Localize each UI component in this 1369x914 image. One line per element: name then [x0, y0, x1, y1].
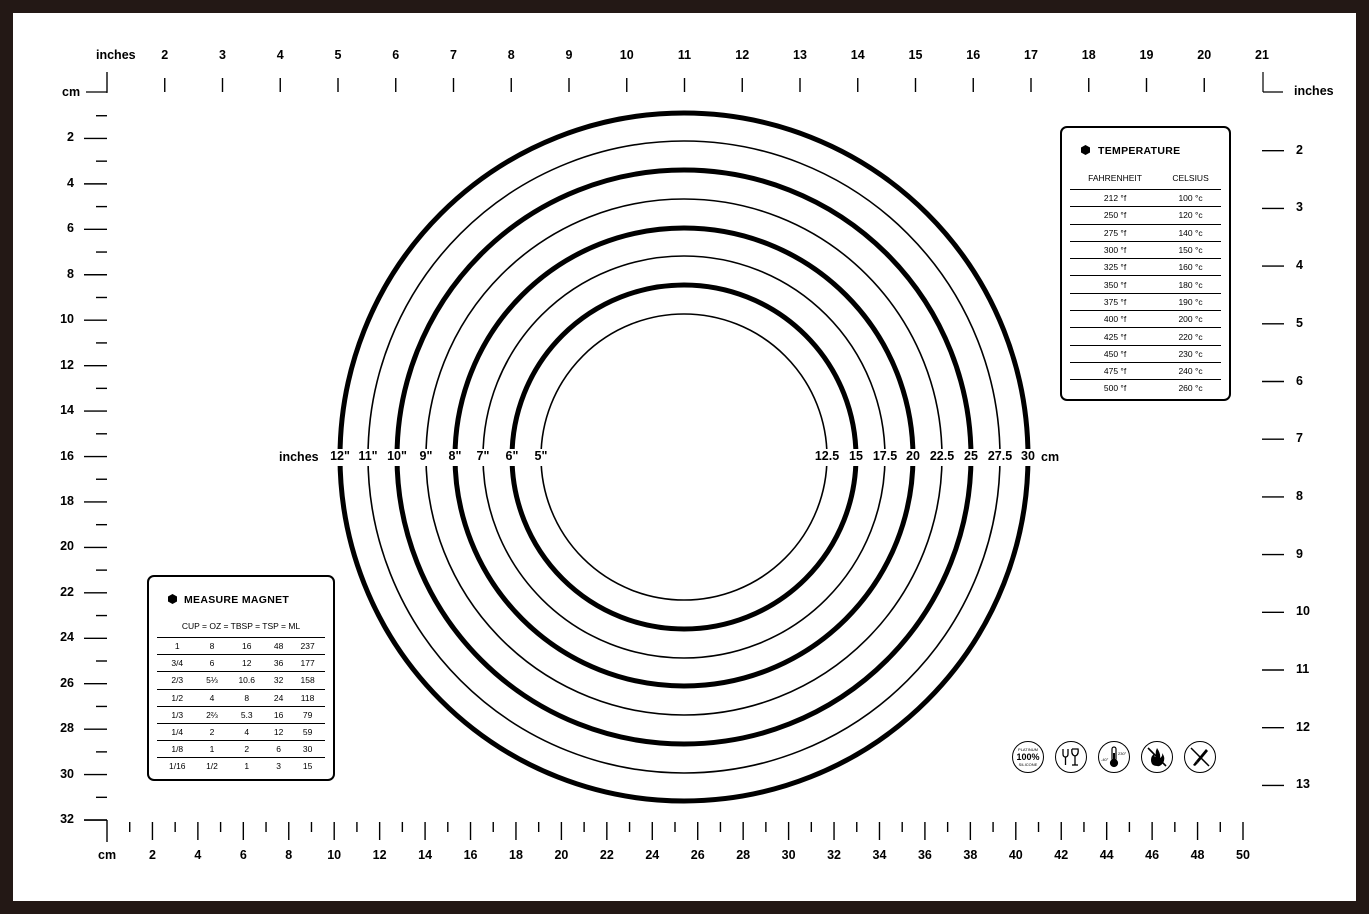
measure-cell: 8	[226, 689, 267, 706]
top-ruler-label: 11	[677, 48, 692, 62]
silicone-badge-top: PLATINUM	[1018, 747, 1038, 752]
temperature-cell: 160 °c	[1160, 259, 1221, 276]
temp-low-label: -40°	[1101, 757, 1109, 762]
circle-inch-label: 9"	[419, 449, 433, 463]
bottom-ruler-label: 34	[872, 848, 887, 862]
right-ruler-label: 4	[1296, 258, 1303, 273]
bottom-ruler-label: 38	[963, 848, 978, 862]
bottom-ruler-label: 30	[781, 848, 796, 862]
right-ruler-label: 11	[1296, 662, 1310, 676]
left-ruler-label: 6	[67, 221, 74, 236]
left-ruler-unit: cm	[62, 85, 81, 99]
temperature-row	[1070, 362, 1221, 379]
measure-cell: 4	[198, 689, 227, 706]
top-ruler-label: 18	[1081, 48, 1096, 62]
top-ruler-label: 17	[1024, 48, 1038, 62]
measure-header: CUP = OZ = TBSP = TSP = ML	[181, 621, 301, 631]
bottom-ruler-label: 26	[690, 848, 705, 862]
circle-cm-label: 27.5	[987, 449, 1013, 463]
circle-inch-label: 7"	[476, 449, 490, 463]
measure-cell: 118	[290, 689, 325, 706]
temperature-cell: 220 °c	[1160, 328, 1221, 345]
silicone-badge-bottom: SILICONE	[1018, 762, 1038, 767]
measure-cell: 1/3	[157, 706, 198, 723]
measure-row	[157, 706, 325, 723]
top-ruler-label: 9	[565, 48, 573, 62]
no-knife-icon	[1184, 741, 1216, 773]
measure-cell: 12	[226, 655, 267, 672]
right-ruler-label: 3	[1296, 200, 1303, 215]
temperature-cell: 150 °c	[1160, 241, 1221, 258]
measure-cell: 6	[267, 741, 290, 758]
temperature-cell: 140 °c	[1160, 224, 1221, 241]
measure-title: MEASURE MAGNET	[184, 594, 290, 606]
circle-cm-label: 20	[906, 449, 920, 463]
template-circle	[512, 285, 856, 629]
temperature-card	[1060, 126, 1231, 401]
silicone-badge-icon	[1012, 741, 1044, 773]
top-ruler-label: 10	[619, 48, 634, 62]
right-ruler-label: 9	[1296, 546, 1303, 561]
circle-cm-label: 22.5	[929, 449, 955, 463]
top-ruler-label: 16	[966, 48, 981, 62]
food-safe-icon	[1055, 741, 1087, 773]
circle-inch-label: 8"	[448, 449, 462, 463]
measure-cell: 16	[267, 706, 290, 723]
top-ruler-label: 12	[735, 48, 750, 62]
measure-cell: 24	[267, 689, 290, 706]
circle-cm-label: 17.5	[872, 449, 898, 463]
temperature-cell: 325 °f	[1070, 259, 1160, 276]
circle-inch-label: 10"	[387, 449, 407, 463]
top-ruler-label: 8	[507, 48, 515, 62]
measure-cell: 1	[226, 758, 267, 775]
measure-card	[147, 575, 335, 781]
measure-cell: 6	[198, 655, 227, 672]
circle-inch-label: 11"	[358, 449, 378, 463]
left-ruler-label: 12	[60, 357, 74, 372]
left-ruler-label: 32	[60, 812, 74, 827]
right-ruler-label: 2	[1296, 142, 1303, 157]
left-ruler-label: 26	[60, 675, 74, 690]
circle-cm-label: 12.5	[814, 449, 840, 463]
circle-inch-label: 12"	[330, 449, 350, 463]
measure-cell: 3/4	[157, 655, 198, 672]
measure-cell: 2	[226, 741, 267, 758]
bottom-ruler-label: 18	[509, 848, 523, 862]
right-ruler-label: 12	[1296, 719, 1310, 734]
right-ruler-unit: inches	[1294, 84, 1334, 98]
circle-cm-label: 30	[1021, 449, 1035, 463]
circle-inch-unit: inches	[279, 450, 319, 464]
left-ruler-label: 22	[60, 584, 74, 599]
hexagon-icon	[168, 594, 177, 604]
top-ruler-label: 6	[392, 48, 400, 62]
temperature-row	[1070, 241, 1221, 258]
hexagon-icon	[1081, 145, 1090, 155]
temperature-cell: 425 °f	[1070, 328, 1160, 345]
top-ruler-label: 5	[334, 48, 342, 62]
top-ruler-label: 3	[219, 48, 226, 62]
bottom-ruler-label: 12	[372, 848, 387, 862]
measure-cell: 36	[267, 655, 290, 672]
measure-cell: 2/3	[157, 672, 198, 689]
bottom-ruler-label: 22	[599, 848, 614, 862]
bottom-ruler-label: 48	[1190, 848, 1205, 862]
temp-high-label: 230°	[1118, 751, 1127, 756]
temperature-cell: 120 °c	[1160, 207, 1221, 224]
bottom-ruler-label: 20	[554, 848, 569, 862]
top-ruler-label: 19	[1139, 48, 1154, 62]
temperature-cell: 190 °c	[1160, 293, 1221, 310]
bottom-ruler-label: 16	[463, 848, 478, 862]
left-ruler-label: 14	[60, 403, 74, 418]
left-ruler-label: 24	[60, 630, 74, 645]
temperature-title: TEMPERATURE	[1098, 145, 1181, 157]
circle-inch-label: 6"	[505, 449, 519, 463]
top-ruler-label: 2	[161, 48, 169, 62]
bottom-ruler-label: 2	[148, 848, 156, 862]
top-ruler-label: 13	[793, 48, 807, 62]
temperature-cell: 212 °f	[1070, 190, 1160, 207]
temperature-row	[1070, 328, 1221, 345]
measure-cell: 2⅔	[198, 706, 227, 723]
celsius-header: CELSIUS	[1172, 173, 1209, 183]
right-ruler-label: 6	[1296, 373, 1303, 388]
top-ruler-label: 21	[1255, 48, 1269, 62]
bottom-ruler-unit: cm	[98, 848, 117, 862]
temperature-cell: 450 °f	[1070, 345, 1160, 362]
left-ruler-label: 10	[60, 312, 74, 327]
measure-cell: 8	[198, 638, 227, 655]
bottom-ruler-label: 8	[285, 848, 293, 862]
temperature-cell: 375 °f	[1070, 293, 1160, 310]
measure-table	[157, 615, 325, 775]
measure-row	[157, 689, 325, 706]
temperature-row	[1070, 380, 1221, 397]
top-ruler-label: 14	[850, 48, 865, 62]
measure-cell: 2	[198, 723, 227, 740]
bottom-ruler-label: 40	[1008, 848, 1023, 862]
measure-cell: 1/4	[157, 723, 198, 740]
right-ruler-label: 13	[1296, 777, 1310, 792]
temperature-cell: 250 °f	[1070, 207, 1160, 224]
measure-cell: 5.3	[226, 706, 267, 723]
measure-cell: 1/8	[157, 741, 198, 758]
measure-cell: 30	[290, 741, 325, 758]
top-ruler-label: 7	[450, 48, 457, 62]
circle-cm-unit: cm	[1041, 450, 1060, 464]
temperature-cell: 300 °f	[1070, 241, 1160, 258]
left-ruler-label: 2	[67, 130, 74, 145]
template-circle	[541, 314, 827, 600]
bottom-ruler-label: 4	[194, 848, 202, 862]
bottom-ruler-label: 36	[917, 848, 932, 862]
measure-cell: 5⅓	[198, 672, 227, 689]
measure-row	[157, 723, 325, 740]
temperature-cell: 350 °f	[1070, 276, 1160, 293]
measure-cell: 12	[267, 723, 290, 740]
measure-cell: 1/2	[198, 758, 227, 775]
measure-cell: 1	[198, 741, 227, 758]
left-ruler-label: 20	[60, 539, 74, 554]
measure-cell: 15	[290, 758, 325, 775]
temperature-row	[1070, 259, 1221, 276]
temperature-row	[1070, 311, 1221, 328]
bottom-ruler-label: 42	[1054, 848, 1069, 862]
bottom-ruler-label: 14	[418, 848, 433, 862]
measure-row	[157, 758, 325, 775]
measure-row	[157, 741, 325, 758]
bottom-ruler-label: 44	[1099, 848, 1114, 862]
bottom-ruler-label: 6	[239, 848, 247, 862]
left-ruler-label: 18	[60, 493, 74, 508]
silicone-badge-main: 100%	[1016, 752, 1040, 762]
measure-cell: 4	[226, 723, 267, 740]
right-ruler-label: 7	[1296, 431, 1303, 446]
top-ruler-label: 15	[908, 48, 923, 62]
top-ruler-unit: inches	[96, 48, 136, 62]
temperature-row	[1070, 190, 1221, 207]
left-ruler-label: 8	[67, 266, 74, 281]
temperature-cell: 260 °c	[1160, 380, 1221, 397]
measure-cell: 32	[267, 672, 290, 689]
top-ruler-label: 4	[276, 48, 284, 62]
measure-cell: 16	[226, 638, 267, 655]
temperature-cell: 500 °f	[1070, 380, 1160, 397]
measure-cell: 48	[267, 638, 290, 655]
measure-cell: 1	[157, 638, 198, 655]
right-ruler-label: 5	[1296, 315, 1303, 330]
bottom-ruler-label: 10	[327, 848, 342, 862]
temperature-table	[1070, 167, 1221, 397]
circle-cm-label: 15	[849, 449, 863, 463]
bottom-ruler-label: 24	[645, 848, 660, 862]
temperature-cell: 180 °c	[1160, 276, 1221, 293]
measure-cell: 3	[267, 758, 290, 775]
measure-cell: 79	[290, 706, 325, 723]
right-ruler-label: 8	[1296, 488, 1303, 503]
bottom-ruler-label: 28	[736, 848, 751, 862]
bottom-ruler-label: 50	[1236, 848, 1250, 862]
measure-cell: 1/16	[157, 758, 198, 775]
temperature-cell: 400 °f	[1070, 311, 1160, 328]
fahrenheit-header: FAHRENHEIT	[1088, 173, 1142, 183]
bottom-ruler-label: 46	[1145, 848, 1160, 862]
bottom-ruler-label: 32	[827, 848, 841, 862]
temperature-row	[1070, 224, 1221, 241]
temperature-row	[1070, 276, 1221, 293]
left-ruler-label: 28	[60, 721, 74, 736]
temperature-cell: 200 °c	[1160, 311, 1221, 328]
measure-cell: 1/2	[157, 689, 198, 706]
left-ruler-label: 30	[60, 766, 74, 781]
temperature-row	[1070, 345, 1221, 362]
temperature-cell: 240 °c	[1160, 362, 1221, 379]
measure-cell: 59	[290, 723, 325, 740]
temperature-cell: 275 °f	[1070, 224, 1160, 241]
measure-row	[157, 655, 325, 672]
temperature-cell: 100 °c	[1160, 190, 1221, 207]
thermometer-icon	[1098, 741, 1130, 773]
measure-cell: 10.6	[226, 672, 267, 689]
left-ruler-label: 4	[67, 175, 74, 190]
measure-row	[157, 672, 325, 689]
right-ruler-label: 10	[1296, 604, 1310, 619]
top-ruler-label: 20	[1197, 48, 1212, 62]
measure-cell: 158	[290, 672, 325, 689]
circle-cm-label: 25	[964, 449, 978, 463]
circle-inch-label: 5"	[534, 449, 548, 463]
temperature-row	[1070, 293, 1221, 310]
no-flame-icon	[1141, 741, 1173, 773]
measure-row	[157, 638, 325, 655]
measure-cell: 177	[290, 655, 325, 672]
temperature-cell: 475 °f	[1070, 362, 1160, 379]
temperature-row	[1070, 207, 1221, 224]
measure-cell: 237	[290, 638, 325, 655]
temperature-cell: 230 °c	[1160, 345, 1221, 362]
left-ruler-label: 16	[60, 448, 74, 463]
